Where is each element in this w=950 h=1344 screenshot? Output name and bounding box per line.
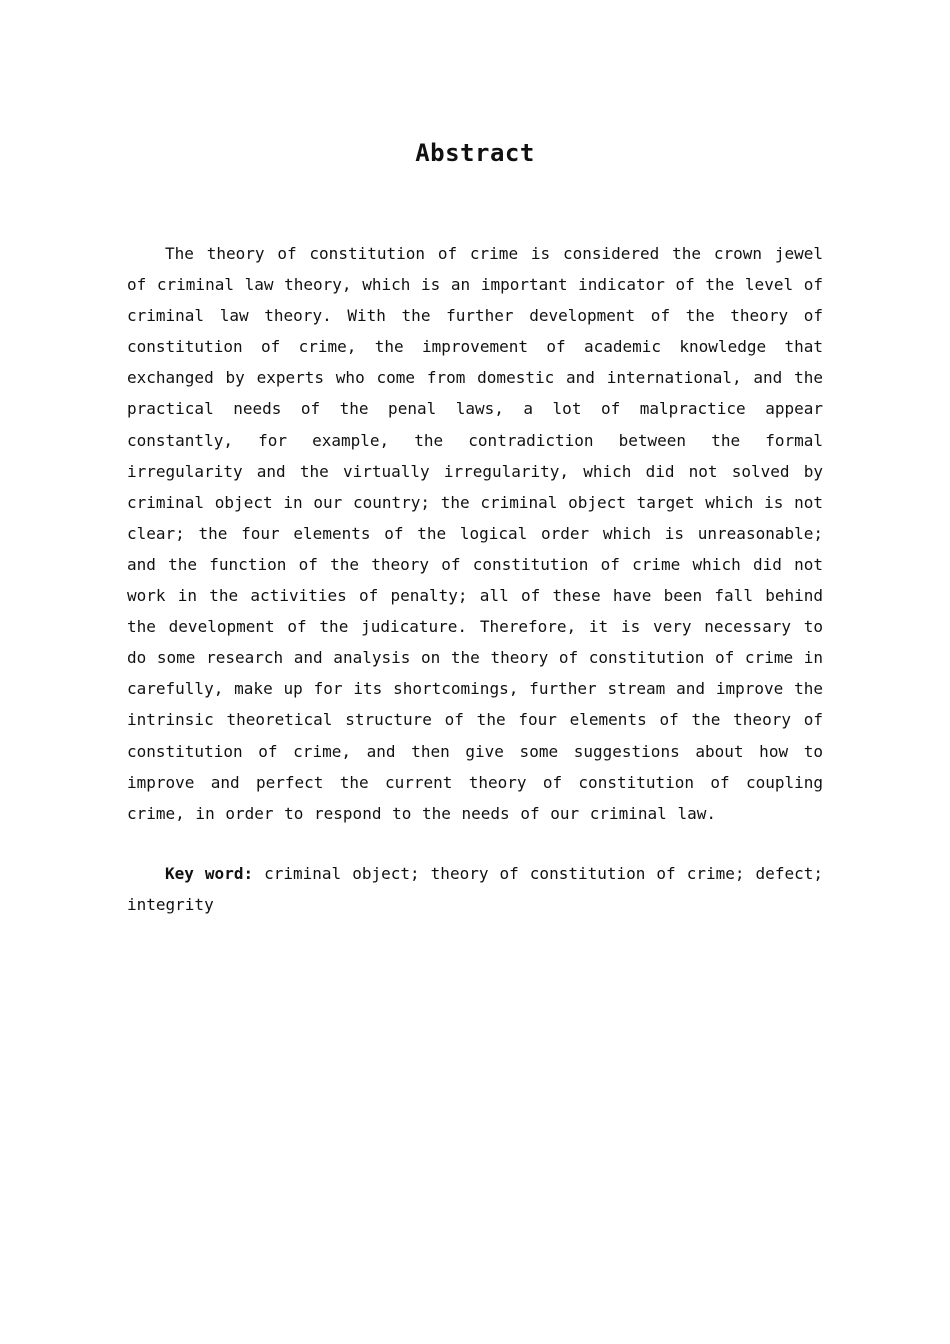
keywords-line (127, 858, 823, 920)
abstract-title: Abstract (415, 139, 535, 167)
keywords-text: criminal object; theory of constitution of crime; defect; integrity (127, 864, 823, 914)
keywords-label: Key word: (165, 864, 254, 883)
abstract-paragraph: The theory of constitution of crime is considered the crown jewel of criminal law theory, which is an important indicator of the level of criminal law theory. With the further development of the theory of constitution of crime, the improvement of academic knowledge that exchanged by experts who come from domestic and international, and the practical needs of the penal laws, a lot of malpractice appear constantly, for example, the contradiction between the formal irregularity and the virtually irregularity, which did not solved by criminal object in our country; the criminal object target which is not clear; the four elements of the logical order which is unreasonable; and the function of the theory of constitution of crime which did not work in the activities of penalty; all of these have been fall behind the development of the judicature. Therefore, it is very necessary to do some research and analysis on the theory of constitution of crime in carefully, make up for its shortcomings, further stream and improve the intrinsic theoretical structure of the four elements of the theory of constitution of crime, and then give some suggestions about how to improve and perfect the current theory of constitution of coupling crime, in order to respond to the needs of our criminal law. (127, 244, 823, 823)
